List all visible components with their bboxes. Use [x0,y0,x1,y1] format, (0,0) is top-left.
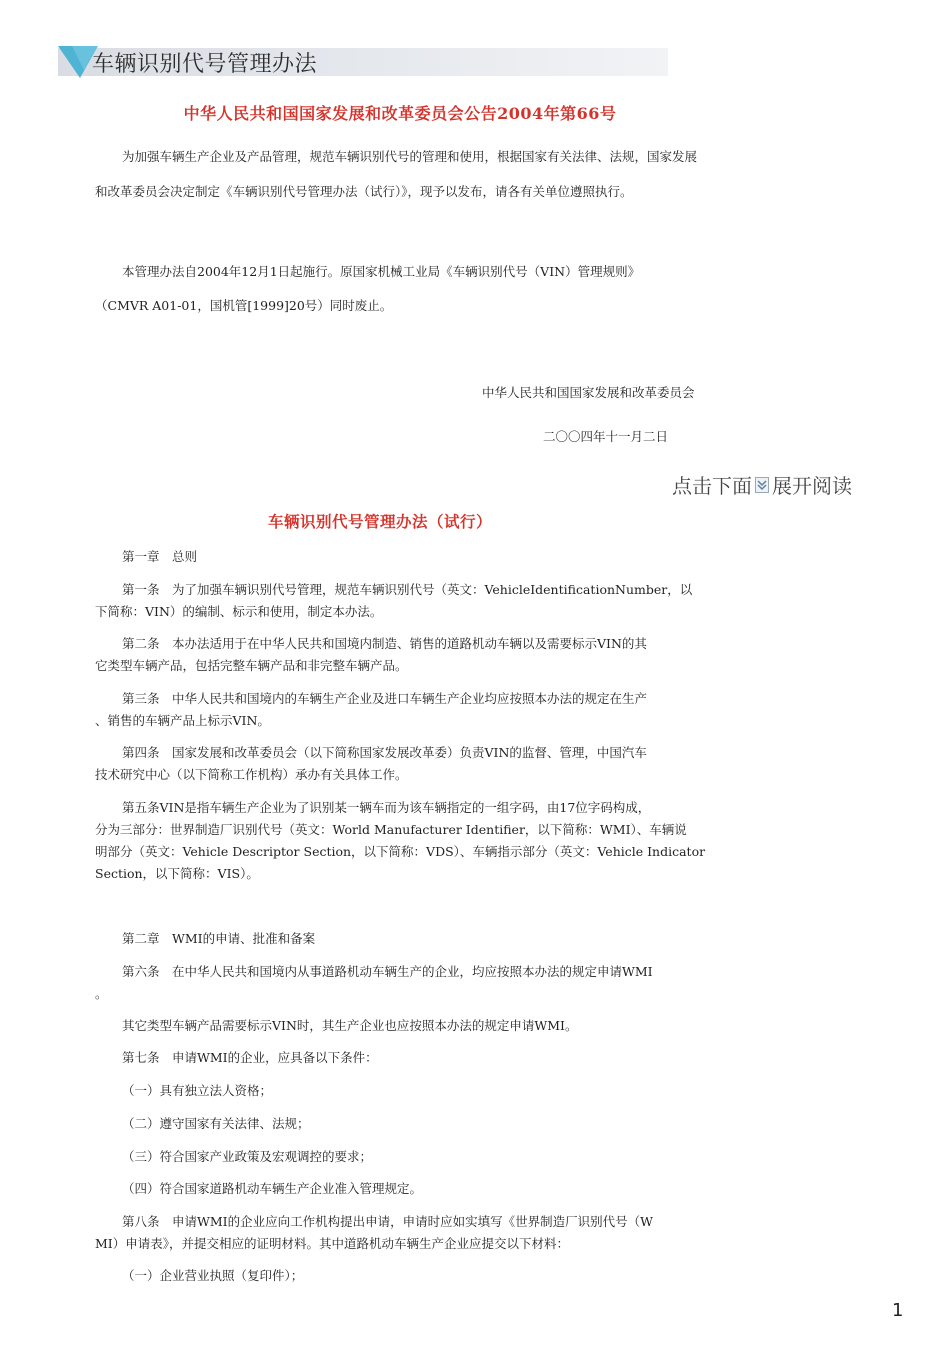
article-1-line-1: 第一条 为了加强车辆识别代号管理，规范车辆识别代号（英文：VehicleIdentificationNumber，以 [122,582,693,597]
article-7: 第七条 申请WMI的企业，应具备以下条件： [122,1050,378,1065]
chapter-2-heading: 第二章 WMI的申请、批准和备案 [122,931,316,946]
double-chevron-down-icon [755,477,769,493]
article-5-line-4: Section，以下简称：VIS）。 [95,866,259,881]
article-4-line-1: 第四条 国家发展和改革委员会（以下简称国家发展改革委）负责VIN的监督、管理，中国汽车 [122,745,647,760]
article-7-item-1: （一）具有独立法人资格； [122,1083,273,1098]
article-8-line-1: 第八条 申请WMI的企业应向工作机构提出申请，申请时应如实填写《世界制造厂识别代号（W [122,1214,653,1229]
announcement-date: 二〇〇四年十一月二日 [543,429,669,444]
announcement-paragraph-2-line-2: （CMVR A01-01，国机管[1999]20号）同时废止。 [95,298,393,313]
article-2-line-2: 它类型车辆产品，包括完整车辆产品和非完整车辆产品。 [95,658,408,673]
article-2-line-1: 第二条 本办法适用于在中华人民共和国境内制造、销售的道路机动车辆以及需要标示VIN的其 [122,636,647,651]
expand-text-after: 展开阅读 [772,474,852,498]
article-5-line-3: 明部分（英文：Vehicle Descriptor Section，以下简称：VDS）、车辆指示部分（英文：Vehicle Indicator [95,844,706,859]
article-3-line-1: 第三条 中华人民共和国境内的车辆生产企业及进口车辆生产企业均应按照本办法的规定在生产 [122,691,648,706]
expand-reading-button[interactable] [672,470,852,499]
article-6-line-1: 第六条 在中华人民共和国境内从事道路机动车辆生产的企业，均应按照本办法的规定申请WMI [122,964,653,979]
header-banner [58,46,668,78]
article-8-item-1: （一）企业营业执照（复印件）； [122,1268,304,1283]
announcement-title: 中华人民共和国国家发展和改革委员会公告2004年第66号 [183,104,617,123]
law-title: 车辆识别代号管理办法（试行） [267,512,492,531]
article-7-item-3: （三）符合国家产业政策及宏观调控的要求； [122,1149,373,1164]
announcement-signature: 中华人民共和国国家发展和改革委员会 [482,385,695,400]
chapter-1-heading: 第一章 总则 [122,549,198,564]
article-7-item-2: （二）遵守国家有关法律、法规； [122,1116,310,1131]
announcement-paragraph-1: 为加强车辆生产企业及产品管理，规范车辆识别代号的管理和使用，根据国家有关法律、法规，国家发展和改革委员会决定制定《车辆识别代号管理办法（试行）》，现予以发布，请各有关单位遵照执行。 [95,149,698,199]
article-1-line-2: 下简称：VIN）的编制、标示和使用，制定本办法。 [95,604,383,619]
article-5-line-1: 第五条VIN是指车辆生产企业为了识别某一辆车而为该车辆指定的一组字码，由17位字码构成， [122,800,651,815]
article-5-line-2: 分为三部分：世界制造厂识别代号（英文：World Manufacturer Identifier，以下简称：WMI）、车辆说 [95,822,687,837]
article-4-line-2: 技术研究中心（以下简称工作机构）承办有关具体工作。 [95,767,408,782]
expand-text-before: 点击下面 [672,474,752,498]
page-number: 1 [892,1300,904,1321]
header-title: 车辆识别代号管理办法 [92,52,318,77]
article-8-line-2: MI）申请表》，并提交相应的证明材料。其中道路机动车辆生产企业应提交以下材料： [95,1236,569,1251]
article-3-line-2: 、销售的车辆产品上标示VIN。 [95,713,270,728]
article-6-line-2: 。 [95,986,108,1001]
article-6-paragraph-2: 其它类型车辆产品需要标示VIN时，其生产企业也应按照本办法的规定申请WMI。 [122,1018,578,1033]
announcement-paragraph-2-line-1: 本管理办法自2004年12月1日起施行。原国家机械工业局《车辆识别代号（VIN）管理规则》 [122,264,641,279]
article-7-item-4: （四）符合国家道路机动车辆生产企业准入管理规定。 [122,1181,423,1196]
